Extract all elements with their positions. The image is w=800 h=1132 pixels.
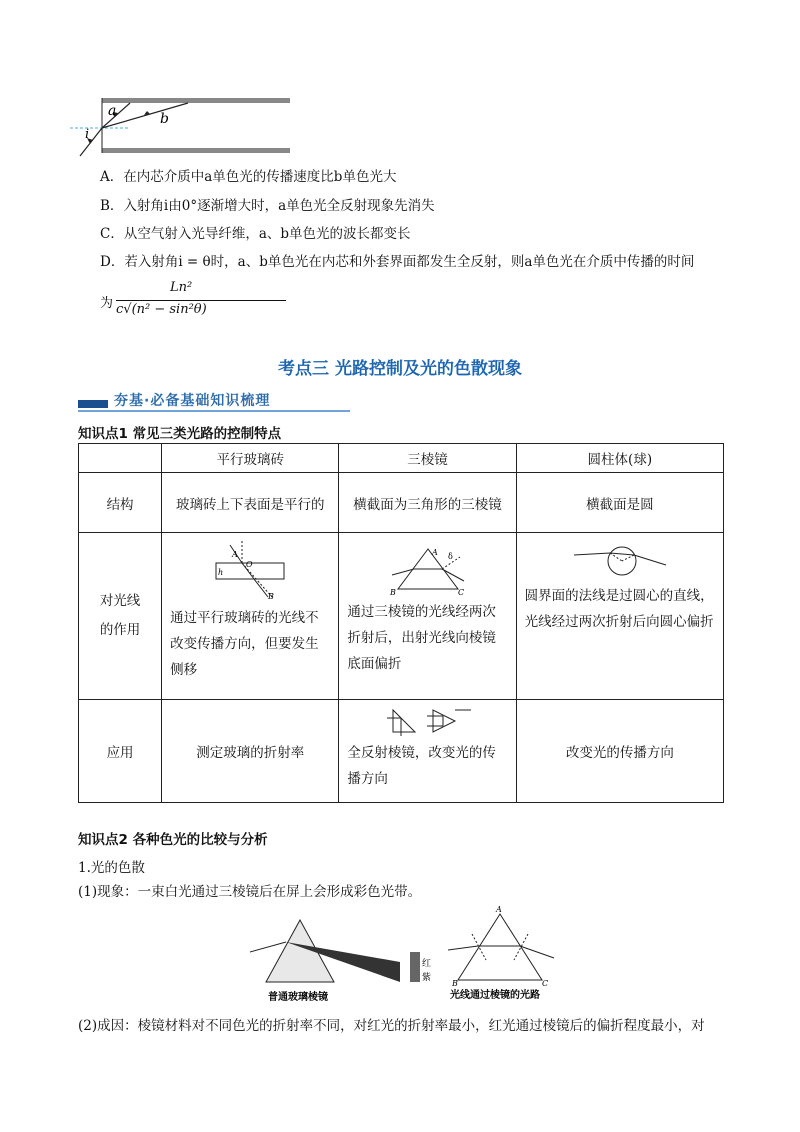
label-A: A [232,550,239,559]
option-b: B．入射角i由0°逐渐增大时，a单色光全反射现象先消失 [100,198,435,214]
label-h: h [218,568,224,577]
knowledge-point-1-title: 知识点1 常见三类光路的控制特点 [78,426,282,442]
table-cell [162,533,339,700]
table-cell-text: 通过三棱镜的光线经两次折射后，出射光线向棱镜底面偏折 [347,604,496,672]
optical-fiber-figure [70,90,290,160]
caption-left: 普通玻璃棱镜 [268,992,328,1003]
banner-bar [78,400,108,408]
table-cell: 横截面是圆 [516,473,723,533]
fraction-bar [116,300,286,301]
row-label: 对光线的作用 [99,593,141,638]
table-header-cell: 三棱镜 [339,444,516,473]
label-C: C [457,588,464,595]
table-row [79,700,724,803]
table-cell-text: 全反射棱镜，改变光的传播方向 [347,745,496,787]
label-a: a [108,103,117,119]
dispersion-prism-figure [250,912,440,1004]
label-A: A [431,548,438,557]
section-banner [78,390,350,412]
table-cell [79,533,162,700]
table-cell [339,533,516,700]
table-header-row [79,444,724,473]
table-cell: 应用 [79,700,162,803]
phenomenon-text: (1)现象：一束白光通过三棱镜后在屏上会形成彩色光带。 [78,884,422,900]
table-cell-text: 圆界面的法线是过圆心的直线，光线经过两次折射后向圆心偏折 [524,588,714,630]
option-a: A．在内芯介质中a单色光的传播速度比b单色光大 [100,169,397,185]
table-cell: 测定玻璃的折射率 [162,700,339,803]
table-row [79,473,724,533]
subsection-dispersion: 1.光的色散 [78,860,145,876]
table-cell: 横截面为三角形的三棱镜 [339,473,516,533]
table-header-cell [79,444,162,473]
table-cell-text: 通过平行玻璃砖的光线不改变传播方向，但要发生侧移 [170,610,319,678]
table-cell: 结构 [79,473,162,533]
label-i: i [85,127,90,142]
total-reflection-prism-diagram [383,706,473,736]
formula-numerator: Ln² [170,280,193,295]
label-delta: δ [447,552,453,561]
table-cell [339,700,516,803]
label-B: B [452,979,458,988]
glass-slab-diagram [210,541,290,601]
cylinder-diagram [570,545,670,579]
banner-underline [78,410,350,412]
caption-right: 光线通过棱镜的光路 [450,990,540,1001]
table-cell: 改变光的传播方向 [516,700,723,803]
label-B: B [268,592,275,601]
label-C: C [542,979,549,988]
light-path-table [78,443,724,803]
table-row [79,533,724,700]
label-b: b [160,111,169,127]
cause-text: (2)成因：棱镜材料对不同色光的折射率不同，对红光的折射率最小，红光通过棱镜后的偏折程度最小，对 [78,1018,705,1034]
table-header-cell: 平行玻璃砖 [162,444,339,473]
prism-diagram [388,545,468,595]
option-c: C．从空气射入光导纤维，a、b单色光的波长都变长 [100,226,411,242]
label-A: A [496,905,502,914]
table-header-cell: 圆柱体(球) [516,444,723,473]
label-violet: 紫 [422,973,432,983]
knowledge-point-2-title: 知识点2 各种色光的比较与分析 [78,832,268,848]
banner-label: 夯基·必备基础知识梳理 [114,393,271,409]
prism-light-path-figure [448,904,558,1002]
table-cell [516,533,723,700]
label-O: O [246,560,253,569]
option-d: D．若入射角i = θ时，a、b单色光在内芯和外套界面都发生全反射，则a单色光在介质中传播的时间 [100,254,695,270]
section-title: 考点三 光路控制及光的色散现象 [278,359,522,379]
option-d-prefix: 为 [100,296,114,311]
label-red: 红 [422,959,432,969]
table-cell: 玻璃砖上下表面是平行的 [162,473,339,533]
formula-denominator: c√(n² − sin²θ) [116,302,207,317]
label-B: B [389,588,396,595]
